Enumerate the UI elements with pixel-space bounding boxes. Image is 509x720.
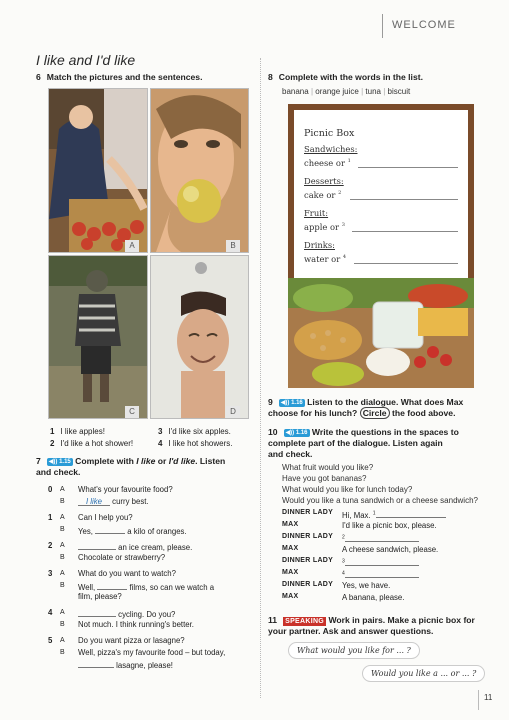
exercise-9-heading: 9 ◀)) 1.16 Listen to the dialogue. What does Max choose for his lunch? Circle the food above. bbox=[268, 397, 464, 418]
sandwiches-heading: Sandwiches: bbox=[304, 144, 358, 154]
picnic-box-card bbox=[288, 104, 474, 388]
sentence-1: 1 I like apples! bbox=[50, 427, 105, 436]
photo-d: D bbox=[150, 255, 249, 419]
sentence-4: 4 I like hot showers. bbox=[158, 439, 233, 448]
exercise-7-heading: 7 ◀)) 1.15 Complete with I like or I'd like. Listen and check. bbox=[36, 456, 226, 477]
page-number: 11 bbox=[484, 693, 493, 702]
audio-track-icon[interactable]: ◀)) 1.16 bbox=[280, 400, 303, 406]
blank-2[interactable] bbox=[78, 541, 116, 550]
dialogue-blank-3[interactable] bbox=[345, 557, 419, 566]
dialogue-blank-1[interactable] bbox=[376, 509, 446, 518]
fruit-line: apple or $^3$ bbox=[304, 222, 345, 232]
card-title: Picnic Box bbox=[304, 128, 355, 139]
dialogue: DINNER LADY Hi, Max. $^1$ MAX I'd like a picnic box, please. DINNER LADY $^2$ MAX A cheese sandwich, please. DINNER LADY $^3$ MAX $^4$ DINNER LADY Yes, we have. MAX A banana, please. bbox=[282, 509, 492, 609]
photo-b: B bbox=[150, 88, 249, 253]
answer-line-3[interactable] bbox=[352, 231, 458, 232]
answer-line-4[interactable] bbox=[354, 263, 458, 264]
sentence-2: 2 I'd like a hot shower! bbox=[50, 439, 134, 448]
exercise-8-heading: 8 Complete with the words in the list. bbox=[268, 72, 423, 82]
speech-bubble-2: Would you like a ... or ... ? bbox=[362, 665, 485, 682]
circle-word: Circle bbox=[360, 407, 390, 419]
exercise-6-heading: 6 Match the pictures and the sentences. bbox=[36, 72, 203, 82]
blank-5[interactable] bbox=[78, 659, 114, 668]
picnic-food-image bbox=[288, 278, 474, 388]
sentence-3: 3 I'd like six apples. bbox=[158, 427, 231, 436]
drinks-line: water or $^4$ bbox=[304, 254, 347, 264]
exercise-10-heading: 10 ◀)) 1.16 Write the questions in the spaces to complete part of the dialogue. Listen again and check. bbox=[268, 427, 459, 459]
answer-line-2[interactable] bbox=[350, 199, 458, 200]
exercise-11-heading: 11 SPEAKING Work in pairs. Make a picnic box for your partner. Ask and answer questions. bbox=[268, 615, 475, 636]
apple-market-image bbox=[49, 89, 147, 252]
desserts-heading: Desserts: bbox=[304, 176, 344, 186]
photo-c: C bbox=[48, 255, 148, 419]
dialogue-blank-4[interactable] bbox=[345, 569, 419, 578]
column-divider bbox=[260, 58, 261, 698]
photo-a: A bbox=[48, 88, 148, 253]
dialogue-blank-2[interactable] bbox=[345, 533, 419, 542]
fruit-heading: Fruit: bbox=[304, 208, 329, 218]
example-answer: I like bbox=[85, 497, 103, 506]
question-list: What fruit would you like? Have you got bananas? What would you like for lunch today? Would you like a tuna sandwich or a cheese sandwich? bbox=[282, 463, 478, 505]
sandwiches-line: cheese or $^1$ bbox=[304, 158, 351, 168]
answer-line-1[interactable] bbox=[358, 167, 458, 168]
desserts-line: cake or $^2$ bbox=[304, 190, 342, 200]
drinks-heading: Drinks: bbox=[304, 240, 335, 250]
muddy-boy-image bbox=[49, 256, 147, 418]
word-list: banana | orange juice | tuna | biscuit bbox=[282, 87, 411, 96]
audio-track-icon[interactable]: ◀)) 1.16 bbox=[285, 430, 308, 436]
section-title: I like and I'd like bbox=[36, 52, 136, 68]
blank-4[interactable] bbox=[78, 608, 116, 617]
boy-shower-image bbox=[151, 256, 248, 418]
speaking-tag: SPEAKING bbox=[285, 618, 325, 625]
audio-track-icon[interactable]: ◀)) 1.15 bbox=[48, 459, 71, 465]
blank-3[interactable] bbox=[97, 581, 127, 590]
page-number-divider bbox=[478, 690, 479, 710]
exercise-7-items: 0 A What's your favourite food? B I like curry best. 1 A Can I help you? B Yes, a kilo of oranges. 2 A an ice cream, please. B Chocolate or strawberry? 3 A What do you want to watch? B Well, films, so can we watch a film, please? 4 A cycling. Do you? B Not much. I think running's better. 5 A Do you want pizza or lasagne? B Well, pizza's my favourite food – but today, lasagne, please! bbox=[48, 485, 226, 670]
blank-1[interactable] bbox=[95, 525, 125, 534]
section-header-label: WELCOME bbox=[392, 19, 456, 31]
speech-bubble-1: What would you like for ... ? bbox=[288, 642, 420, 659]
girl-eating-apple-image bbox=[151, 89, 248, 252]
